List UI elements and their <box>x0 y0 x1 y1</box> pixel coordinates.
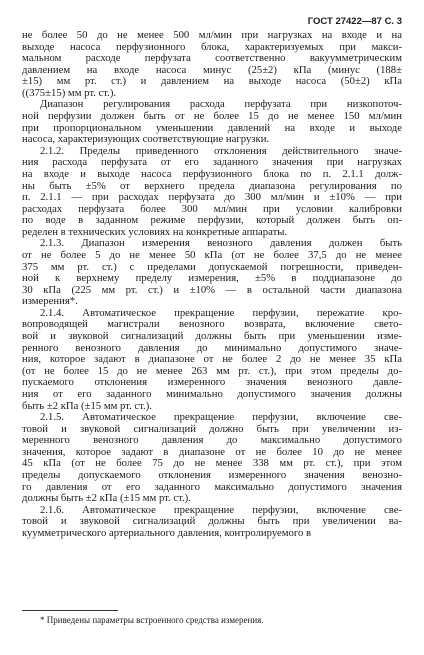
text-line: пределы допускаемого отклонения измеренного значения венозно- <box>22 469 402 481</box>
text-line: ной перфузии должен быть от не более 15 до не менее 150 мл/мин <box>22 111 402 123</box>
paragraph <box>22 99 402 145</box>
text-line: 375 мм рт. ст.) с пределами допускаемой погрешности, приведен- <box>22 261 402 273</box>
text-line: быть ±2 кПа (±15 мм рт. ст.). <box>22 400 152 412</box>
text-line: ния от его заданного минимально допустимого значения должны <box>22 388 402 400</box>
text-line: 2.1.2. Пределы приведенного отклонения действительного значе- <box>40 145 402 157</box>
text-line: ренного венозного давления до минимально допустимого значе- <box>22 342 402 354</box>
document-body <box>22 30 402 539</box>
text-line: ния, которое задают в диапазоне от не более 2 до не менее 35 кПа <box>22 354 402 366</box>
text-line: 2.1.4. Автоматическое прекращение перфузии, пережатие кро- <box>40 307 402 319</box>
text-line: 30 кПа (225 мм рт. ст.) и ±10% — в остальной части диапазона <box>22 284 402 296</box>
page-header: ГОСТ 27422—87 С. 3 <box>307 16 402 27</box>
paragraph <box>22 238 402 307</box>
text-line: по воде в заданном режиме перфузии, который должен быть оп- <box>22 215 402 227</box>
footnote: * Приведены параметры встроенного средства измерения. <box>40 615 264 625</box>
text-line: товой и звуковой сигнализаций должны быть при увеличении ва- <box>22 516 402 528</box>
text-line: значения, которое задают в диапазоне от не более 10 до не менее <box>22 446 402 458</box>
text-line: п. 2.1.1 — при расходах перфузата до 300 мл/мин и ±10% — при <box>22 192 402 204</box>
text-line: должны быть ±2 кПа (±15 мм рт. ст.). <box>22 493 191 505</box>
paragraph <box>22 505 402 540</box>
text-line: насоса, характеризующих соответствующие нагрузки. <box>22 134 270 146</box>
text-line: ((375±15) мм рт. ст.). <box>22 87 117 99</box>
text-line: 2.1.5. Автоматическое прекращение перфузии, включение све- <box>40 412 402 424</box>
text-line: 2.1.3. Диапазон измерения венозного давления должен быть <box>40 238 402 250</box>
paragraph <box>22 412 402 505</box>
text-line: пускаемого отклонения измеренного значения венозного давле- <box>22 377 402 389</box>
document-page <box>22 14 402 539</box>
text-line: давлением на входе насоса минус (25±2) кПа (минус (188± <box>22 64 402 76</box>
text-line: (от не более 15 до не менее 263 мм рт. ст.), при этом пределы до- <box>22 365 402 377</box>
paragraph <box>22 30 402 99</box>
text-line: куумметрического артериального давления, контролируемого в <box>22 527 312 539</box>
text-line: не более 50 до не менее 500 мл/мин при нагрузках на входе и на <box>22 30 402 41</box>
text-line: на входе и выходе насоса перфузионного блока по п. 2.1.1 долж- <box>22 168 402 180</box>
text-line: ния расхода перфузата от его заданного значения при нагрузках <box>22 157 402 169</box>
text-line: меренного венозного давления до максимально допустимого <box>22 435 402 447</box>
text-line: при пропорциональном уменьшении давлений на входе и выходе <box>22 122 402 134</box>
text-line: ной к верхнему пределу измерения, ±5% в поддиапазоне до <box>22 273 402 285</box>
text-line: 2.1.6. Автоматическое прекращение перфузии, включение све- <box>40 504 402 516</box>
text-line: вопроводящей магистрали венозного возврата, включение свето- <box>22 319 402 331</box>
text-line: измерения*. <box>22 296 78 308</box>
text-line: ны быть ±5% от верхнего предела диапазона регулирования по <box>22 180 402 192</box>
text-line: товой и звуковой сигнализаций должно быть при увеличении из- <box>22 423 402 435</box>
text-line: ±15) мм рт. ст.) и давлением на выходе насоса (50±2) кПа <box>22 76 402 88</box>
text-line: от не более 5 до не менее 50 кПа (от не более 37,5 до не менее <box>22 249 402 261</box>
text-line: Диапазон регулирования расхода перфузата при низкопоточ- <box>40 99 402 111</box>
paragraph <box>22 146 402 239</box>
text-line: 45 кПа (от не более 75 до не менее 338 мм рт. ст.), при этом <box>22 458 402 470</box>
text-line: ределен в технических условиях на конкретные аппараты. <box>22 226 288 238</box>
paragraph <box>22 308 402 412</box>
text-line: расходах перфузата более 300 мл/мин при условии калибровки <box>22 203 402 215</box>
text-line: мальном расходе перфузата соответственно вакуумметрическим <box>22 53 402 65</box>
text-line: вой и звуковой сигнализаций должны быть при уменьшении изме- <box>22 331 402 343</box>
text-line: выходе насоса перфузионного блока, характеризуемых при макси- <box>22 41 402 53</box>
text-line: го давления от его заданного максимально допустимого значения <box>22 481 402 493</box>
footnote-divider <box>22 610 118 611</box>
